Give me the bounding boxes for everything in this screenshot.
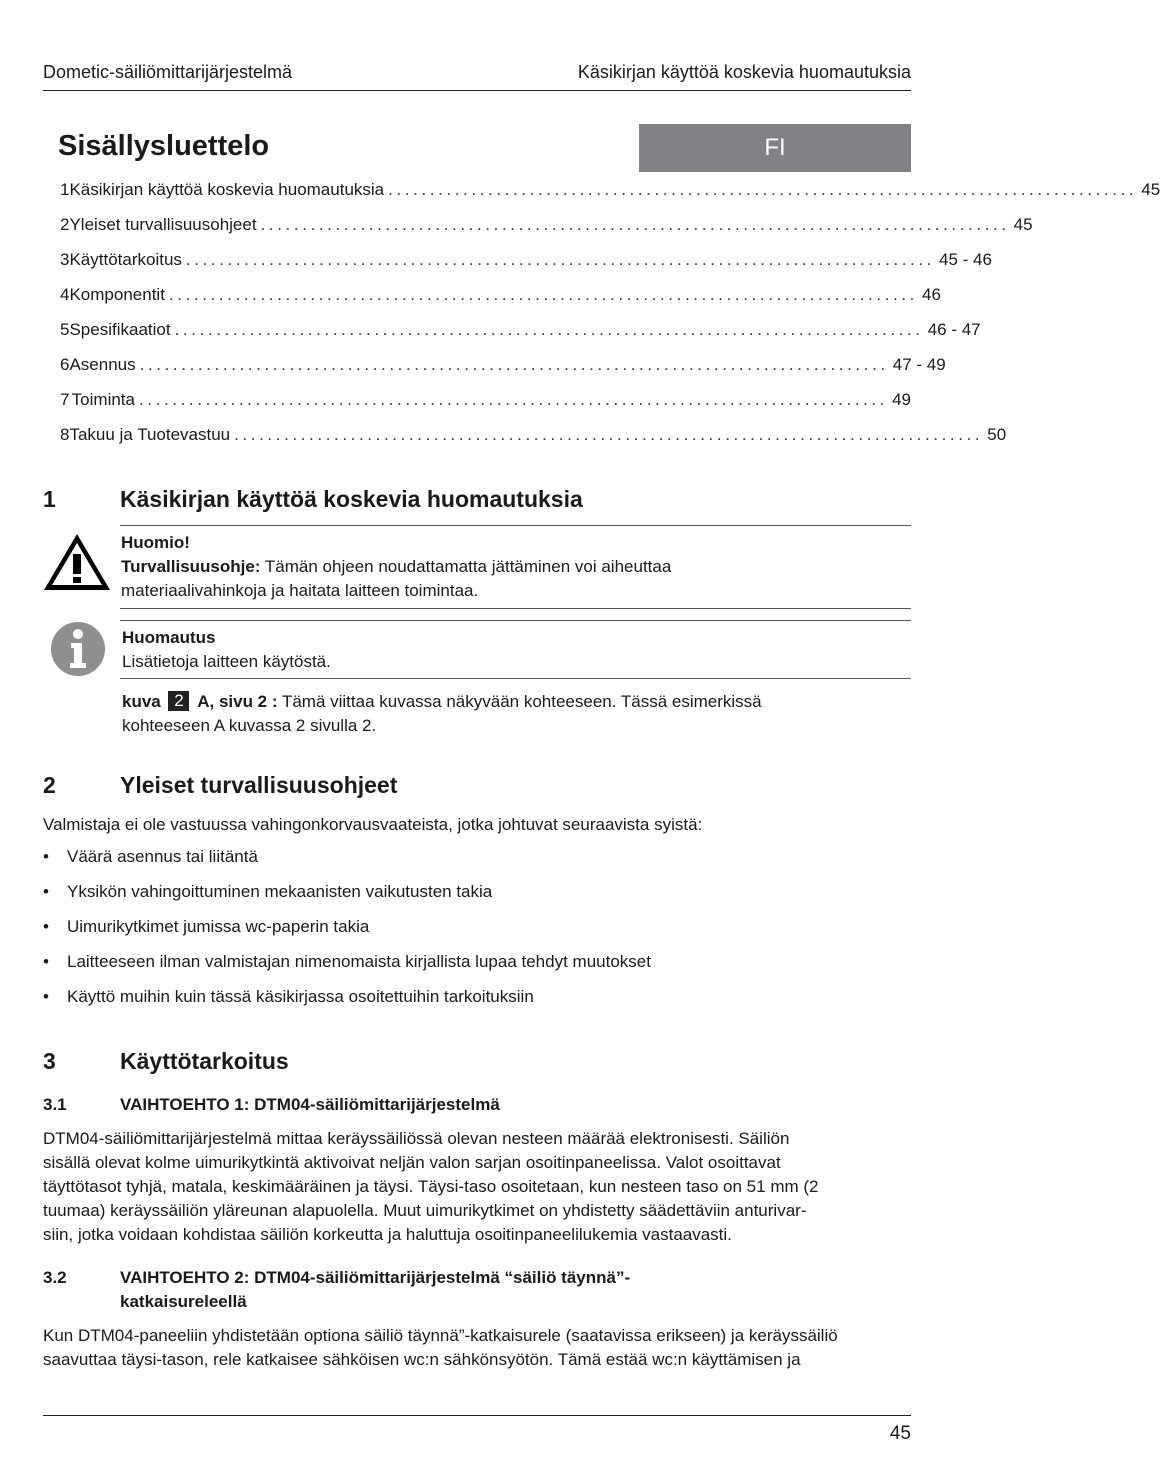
subsection-3-1-body (43, 1127, 911, 1247)
body-line: saavuttaa täysi-tason, rele katkaisee sähköisen wc:n sähkönsyötön. Tämä estää wc:n käyttämisen ja (43, 1350, 801, 1369)
toc-leader-dots: .......................................................................................... (168, 285, 919, 304)
section-1-heading (43, 486, 911, 514)
toc-leader-dots: .......................................................................................... (185, 250, 936, 269)
section-3-heading (43, 1048, 911, 1076)
page-number: 45 (889, 1423, 911, 1444)
list-item-text: Väärä asennus tai liitäntä (67, 847, 258, 866)
list-item (43, 952, 651, 987)
header-rule (43, 90, 911, 91)
list-item (43, 917, 651, 952)
subsection-3-1-heading (43, 1095, 911, 1117)
toc-entry-number: 6 (60, 355, 70, 374)
note-rule (120, 620, 911, 621)
toc-entry-label: Takuu ja Tuotevastuu (69, 425, 231, 444)
subsection-3-2-heading (43, 1268, 911, 1316)
figure-ref-kuva: kuva (122, 692, 161, 711)
toc-entry-number: 5 (60, 320, 70, 339)
bullet-dot: • (43, 847, 49, 866)
body-line: DTM04-säiliömittarijärjestelmä mittaa keräyssäiliössä olevan nesteen määrää elektronisesti. Säiliön (43, 1129, 790, 1148)
warning-label: Turvallisuusohje: (121, 557, 261, 576)
section-number: 3 (43, 1048, 56, 1074)
toc-entry-number: 1 (60, 180, 70, 199)
toc-leader-dots: .......................................................................................... (388, 180, 1138, 199)
list-item-text: Uimurikytkimet jumissa wc-paperin takia (67, 917, 370, 936)
language-label: FI (764, 134, 786, 161)
toc-entry-number: 3 (60, 250, 70, 269)
warning-icon (42, 532, 112, 592)
running-header-title: Dometic-säiliömittarijärjestelmä (43, 62, 293, 82)
section-number: 2 (43, 772, 56, 798)
section-2-intro: Valmistaja ei ole vastuussa vahingonkorvausvaateista, jotka johtuvat seuraavista syistä: (43, 815, 703, 834)
toc-entry-page: 45 - 46 (939, 250, 992, 269)
toc-entry[interactable] (43, 215, 1033, 250)
toc-entry-label: Yleiset turvallisuusohjeet (69, 215, 257, 234)
warning-title: Huomio! (121, 533, 190, 552)
body-line: tuumaa) keräyssäiliön yläreunan alapuolella. Muut uimurikytkimet on yhdistetty säädettäviin anturivar- (43, 1201, 807, 1220)
toc-entry-number: 7 (60, 390, 70, 409)
toc-entry[interactable] (43, 285, 941, 320)
subsection-3-2-body (43, 1324, 911, 1372)
toc-entry[interactable] (43, 425, 1007, 460)
list-item-text: Käyttö muihin kuin tässä käsikirjassa osoitettuihin tarkoituksiin (67, 987, 534, 1006)
toc-entry[interactable] (43, 320, 981, 355)
toc-entry-page: 50 (987, 425, 1007, 444)
body-line: sisällä olevat kolme uimurikytkintä aktivoivat neljän valon sarjan osoitinpaneelissa. Valot osoittavat (43, 1153, 781, 1172)
toc-leader-dots: .......................................................................................... (234, 425, 984, 444)
bullet-dot: • (43, 917, 49, 936)
subsection-number: 3.2 (43, 1268, 67, 1287)
section-title: Käyttötarkoitus (120, 1048, 289, 1074)
toc-entry-label: Käsikirjan käyttöä koskevia huomautuksia (69, 180, 385, 199)
toc-entry[interactable] (43, 355, 946, 390)
toc-entry[interactable] (43, 250, 992, 285)
list-item (43, 882, 651, 917)
figure-reference-line (122, 690, 762, 714)
warning-rule (120, 608, 911, 609)
body-line: Kun DTM04-paneeliin yhdistetään optiona säiliö täynnä”-katkaisurele (saatavissa erikseen) ja keräyssäiliö (43, 1326, 838, 1345)
warning-text-2: materiaalivahinkoja ja haitata laitteen toimintaa. (121, 581, 479, 600)
warning-text: Tämän ohjeen noudattamatta jättäminen voi aiheuttaa (260, 557, 672, 576)
list-item-text: Laitteeseen ilman valmistajan nimenomaista kirjallista lupaa tehdyt muutokset (67, 952, 651, 971)
body-line: siin, jotka voidaan kohdistaa säiliön korkeutta ja haluttuja osoitinpaneelilukemia vastaavasti. (43, 1225, 732, 1244)
toc-leader-dots: .......................................................................................... (174, 320, 924, 339)
toc-entry-page: 45 (1013, 215, 1033, 234)
figure-ref-page: A, sivu 2 : (197, 692, 278, 711)
bullet-dot: • (43, 882, 49, 901)
toc-entry-page: 47 - 49 (892, 355, 946, 374)
toc-entry-page: 46 (922, 285, 941, 304)
toc-entry-label: Spesifikaatiot (69, 320, 171, 339)
subsection-title-cont: katkaisureleellä (120, 1292, 247, 1311)
list-item (43, 847, 651, 882)
toc-leader-dots: .......................................................................................... (139, 355, 889, 374)
body-line: täyttötasot tyhjä, matala, keskimääräinen ja täysi. Täysi-taso osoitetaan, kun nesteen taso on 51 mm (2 (43, 1177, 819, 1196)
note-end-rule (120, 678, 911, 679)
section-title: Käsikirjan käyttöä koskevia huomautuksia (120, 486, 583, 512)
toc-leader-dots: .......................................................................................... (260, 215, 1010, 234)
subsection-title: VAIHTOEHTO 2: DTM04-säiliömittarijärjestelmä “säiliö täynnä”- (120, 1268, 631, 1287)
list-item-text: Yksikön vahingoittuminen mekaanisten vaikutusten takia (67, 882, 493, 901)
language-tab (639, 124, 911, 172)
bullet-dot: • (43, 952, 49, 971)
footer-rule (43, 1415, 911, 1416)
toc-entry-number: 4 (60, 285, 70, 304)
bullet-list (43, 847, 651, 1022)
toc-entry-label: Toiminta (71, 390, 135, 409)
toc-entry-page: 46 - 47 (927, 320, 981, 339)
section-2-heading (43, 772, 911, 800)
toc-entry-page: 45 (1141, 180, 1160, 199)
list-item (43, 987, 651, 1022)
toc-title: Sisällysluettelo (58, 130, 270, 162)
toc-entry-page: 49 (892, 390, 911, 409)
toc-entry-number: 8 (60, 425, 70, 444)
toc-entry-number: 2 (60, 215, 70, 234)
figure-number-box: 2 (168, 691, 189, 711)
toc-entry-label: Asennus (69, 355, 136, 374)
subsection-number: 3.1 (43, 1095, 67, 1114)
table-of-contents (43, 180, 1160, 460)
info-icon (50, 621, 106, 677)
toc-entry-label: Komponentit (69, 285, 165, 304)
figure-ref-text-2: kohteeseen A kuvassa 2 sivulla 2. (122, 716, 377, 735)
bullet-dot: • (43, 987, 49, 1006)
note-title: Huomautus (122, 628, 216, 647)
running-header-section: Käsikirjan käyttöä koskevia huomautuksia (577, 62, 911, 82)
toc-entry[interactable] (43, 180, 1160, 215)
figure-ref-text: Tämä viittaa kuvassa näkyvään kohteeseen. Tässä esimerkissä (277, 692, 762, 711)
subsection-title: VAIHTOEHTO 1: DTM04-säiliömittarijärjestelmä (120, 1095, 500, 1114)
note-text: Lisätietoja laitteen käytöstä. (122, 652, 331, 671)
section-number: 1 (43, 486, 56, 512)
warning-text-line (121, 555, 671, 579)
toc-entry[interactable] (43, 390, 911, 425)
section-title: Yleiset turvallisuusohjeet (120, 772, 398, 798)
toc-leader-dots: .......................................................................................... (138, 390, 889, 409)
toc-entry-label: Käyttötarkoitus (69, 250, 182, 269)
section-rule (120, 525, 911, 526)
